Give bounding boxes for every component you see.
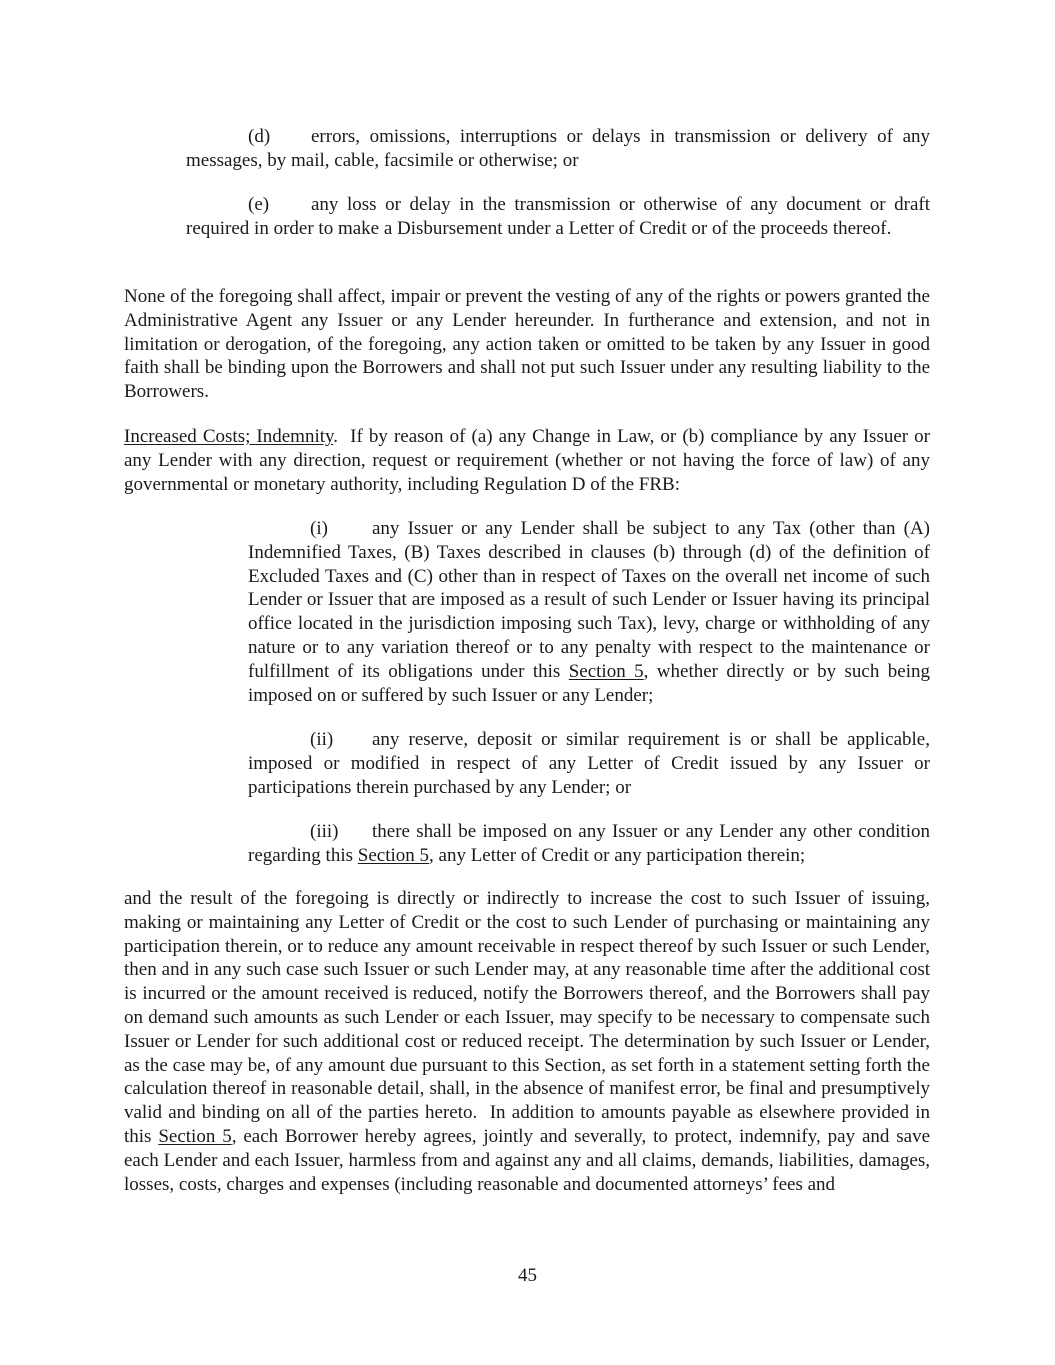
- subclause-ii: [248, 728, 930, 799]
- clause-e-marker: (e): [248, 194, 270, 215]
- increased-costs-heading-punct: .: [333, 426, 339, 447]
- page-number: 45: [518, 1265, 537, 1286]
- section-5-reference: Section 5: [568, 660, 644, 682]
- section-5-reference: Section 5: [357, 844, 430, 866]
- increased-costs-text: If by reason of (a) any Change in Law, or (b) compliance by any Issuer or any Lender with any direction, request or requirement (whether or not having the force of law) of any governmental or monetary authority, including Regulation D of the FRB:: [124, 426, 935, 495]
- clause-d: [186, 125, 930, 173]
- increased-costs-paragraph: [124, 425, 935, 496]
- subclause-iii-text-before: there shall be imposed on any Issuer or any Lender any other condition regarding this: [248, 821, 930, 866]
- clause-d-marker: (d): [248, 126, 271, 147]
- subclause-i-text-before: any Issuer or any Lender shall be subject to any Tax (other than (A) Indemnified Taxes, (B) Taxes described in clauses (b) through (d) of the definition of Excluded Taxes and (C) other than in respect of Taxes on the overall net income of such Lender or Issuer that are imposed as a result of such Lender or Issuer having its principal office located in the jurisdiction imposing such Tax), levy, charge or withholding of any nature or to any variation thereof or to any penalty with respect to the maintenance or fulfillment of its obligations under this: [248, 518, 930, 682]
- subclause-i-text-after: , whether directly or by such being imposed on or suffered by such Issuer or any Lender;: [248, 660, 930, 706]
- subclause-ii-marker: (ii): [310, 729, 334, 750]
- section-5-reference: Section 5: [158, 1125, 232, 1147]
- subclause-iii-marker: (iii): [310, 821, 339, 842]
- clause-e-text: any loss or delay in the transmission or otherwise of any document or draft required in order to make a Disbursement under a Letter of Credit or of the proceeds thereof.: [186, 194, 930, 239]
- result-paragraph: [124, 887, 935, 1196]
- subclause-ii-text: any reserve, deposit or similar requirement is or shall be applicable, imposed or modified in respect of any Letter of Credit issued by any Issuer or participations therein purchased by any Lender; or: [248, 729, 930, 798]
- subclause-i: [248, 517, 930, 707]
- subclause-iii-text-after: , any Letter of Credit or any participation therein;: [429, 844, 806, 866]
- clause-d-text: errors, omissions, interruptions or delays in transmission or delivery of any messages, by mail, cable, facsimile or otherwise; or: [186, 126, 930, 171]
- clause-e: [186, 193, 930, 241]
- result-text-after: , each Borrower hereby agrees, jointly and severally, to protect, indemnify, pay and save each Lender and each Issuer, harmless from and against any and all claims, demands, liabilities, damages, losses, costs, charges and expenses (including reasonable and documented attorneys’ fees and: [124, 1125, 935, 1195]
- result-text-before: and the result of the foregoing is directly or indirectly to increase the cost to such Issuer of issuing, making or maintaining any Letter of Credit or the cost to such Lender of purchasing or maintaining any participation therein, or to reduce any amount receivable in respect thereof by such Issuer or such Lender, then and in any such case such Issuer or such Lender may, at any reasonable time after the additional cost is incurred or the amount received is reduced, notify the Borrowers thereof, and the Borrowers shall pay on demand such amounts as such Lender or each Issuer, may specify to be necessary to compensate such Issuer or Lender for such additional cost or reduced receipt. The determination by such Issuer or Lender, as the case may be, of any amount due pursuant to this Section, as set forth in a statement setting forth the calculation thereof in reasonable detail, shall, in the absence of manifest error, be final and presumptively valid and binding on all of the parties hereto. In addition to amounts payable as elsewhere provided in this: [124, 888, 935, 1147]
- increased-costs-heading: Increased Costs; Indemnity: [124, 426, 334, 447]
- subclause-i-marker: (i): [310, 518, 328, 539]
- none-of-foregoing-paragraph: None of the foregoing shall affect, impair or prevent the vesting of any of the rights or powers granted the Administrative Agent any Issuer or any Lender hereunder. In furtherance and extension, and not in limitation or derogation, of the foregoing, any action taken or omitted to be taken by any Issuer in good faith shall be binding upon the Borrowers and shall not put such Issuer under any resulting liability to the Borrowers.: [124, 286, 930, 403]
- subclause-iii: [248, 820, 930, 868]
